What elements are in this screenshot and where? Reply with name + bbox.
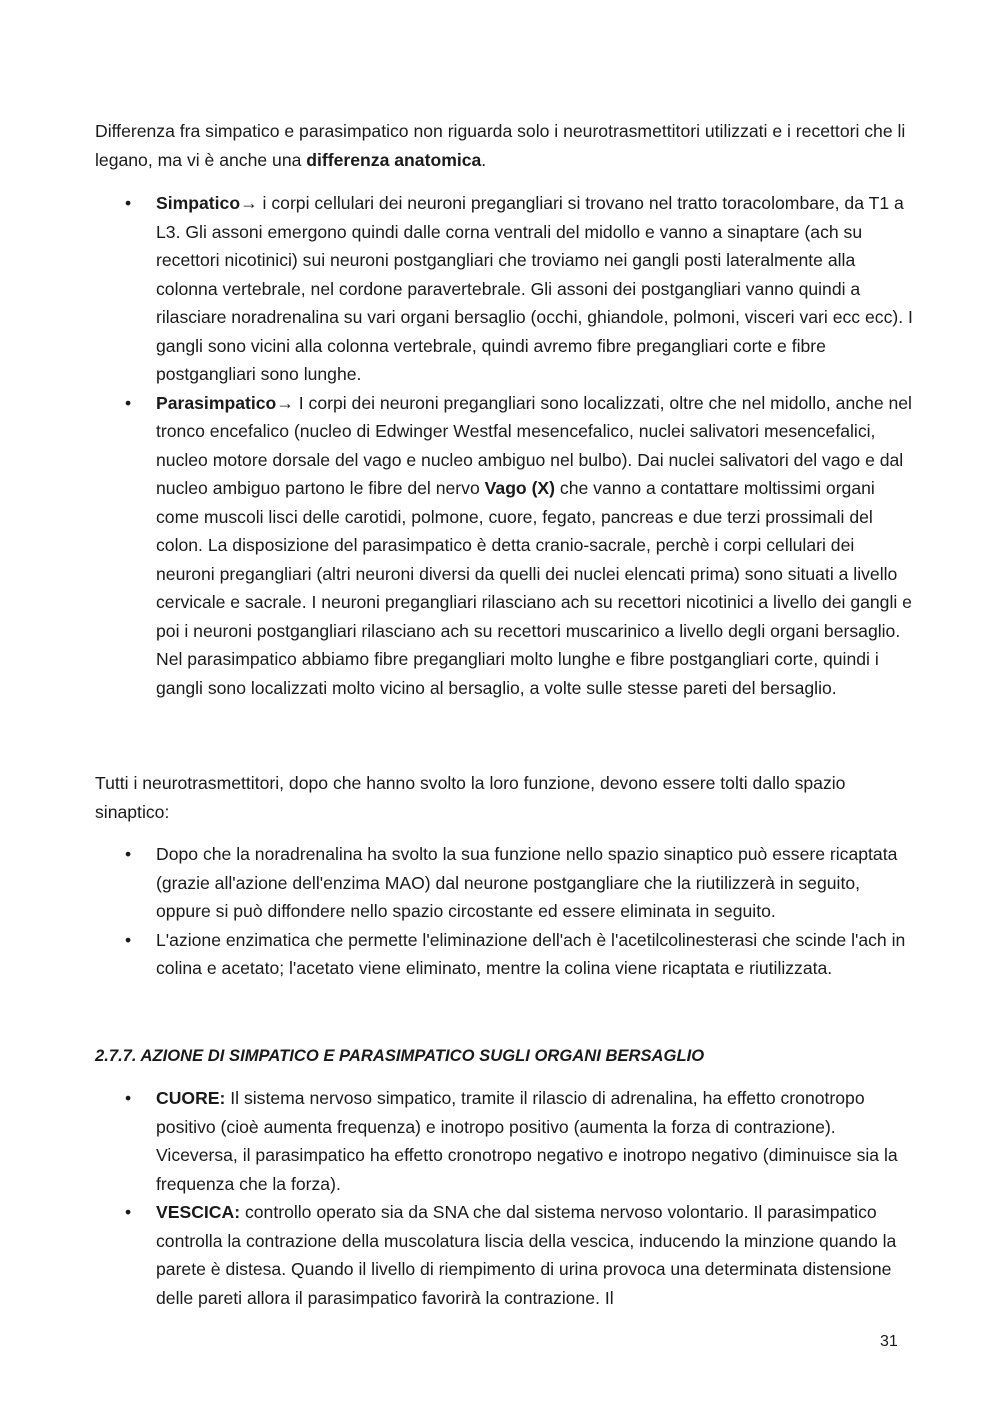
term-simpatico: Simpatico	[156, 193, 241, 213]
term-parasimpatico: Parasimpatico	[156, 392, 277, 413]
bullet-icon: •	[125, 844, 132, 864]
intro-text-end: .	[481, 149, 487, 170]
removal-intro: Tutti i neurotrasmettitori, dopo che hanno svolto la loro funzione, devono essere tolti dallo spazio sinaptico:	[95, 773, 846, 822]
vescica-text: controllo operato sia da SNA che dal sistema nervoso volontario. Il parasimpatico controlla la contrazione della muscolatura liscia della vescica, inducendo la minzione quando la parete è distesa. Quando il livello di riempimento di urina provoca una determinata distensione delle pareti allora il parasimpatico favorirà la contrazione. Il	[156, 1202, 897, 1308]
list-item-noradrenalina	[95, 840, 915, 926]
bullet-icon: •	[125, 193, 132, 213]
intro-bold-term: differenza anatomica	[306, 149, 482, 170]
list-item-vescica	[95, 1198, 915, 1312]
term-cuore: CUORE:	[156, 1088, 226, 1108]
simpatico-text: i corpi cellulari dei neuroni pregangliari si trovano nel tratto toracolombare, da T1 a L3. Gli assoni emergono quindi dalle corna ventrali del midollo e vanno a sinaptare (ach su recettori nicotinici) sui neuroni postgangliari che troviamo nei gangli posti lateralmente alla colonna vertebrale, nel cordone paravertebrale. Gli assoni dei postgangliari vanno quindi a rilasciare noradrenalina su vari organi bersaglio (occhi, ghiandole, polmoni, visceri vari ecc ecc). I gangli sono vicini alla colonna vertebrale, quindi avremo fibre pregangliari corte e fibre postgangliari sono lunghe.	[156, 193, 913, 384]
page-number: 31	[880, 1333, 898, 1350]
section-heading: 2.7.7. AZIONE DI SIMPATICO E PARASIMPATICO SUGLI ORGANI BERSAGLIO	[95, 1046, 705, 1065]
bullet-icon: •	[125, 1088, 132, 1108]
acetilcolinesterasi-text: L'azione enzimatica che permette l'eliminazione dell'ach è l'acetilcolinesterasi che scinde l'ach in colina e acetato; l'acetato viene eliminato, mentre la colina viene ricaptata e riutilizzata.	[156, 929, 906, 978]
vago-term: Vago (X)	[484, 478, 556, 498]
parasimpatico-text-a: I corpi dei neuroni pregangliari sono localizzati, oltre che nel midollo, anche nel tronco encefalico (nucleo di Edwinger Westfal mesencefalico, nuclei salivatori mesencefalici, nucleo motore dorsale del vago e nucleo ambiguo nel bulbo). Dai nuclei salivatori del vago e dal nucleo ambiguo partono le fibre del nervo	[156, 392, 912, 498]
bullet-icon: •	[125, 392, 132, 413]
list-item-acetilcolinesterasi	[95, 926, 915, 983]
arrow-right-icon: →	[240, 193, 258, 213]
cuore-text: Il sistema nervoso simpatico, tramite il rilascio di adrenalina, ha effetto cronotropo positivo (cioè aumenta frequenza) e inotropo positivo (aumenta la forza di contrazione). Viceversa, il parasimpatico ha effetto cronotropo negativo e inotropo negativo (diminuisce sia la frequenza che la forza).	[156, 1088, 898, 1194]
bullet-icon: •	[125, 929, 132, 950]
intro-text: Differenza fra simpatico e parasimpatico non riguarda solo i neurotrasmettitori utilizzati e i recettori che li legano, ma vi è anche una	[95, 121, 906, 170]
arrow-right-icon: →	[276, 392, 294, 413]
bullet-icon: •	[125, 1202, 132, 1222]
removal-list	[95, 840, 915, 983]
intro-paragraph	[95, 117, 915, 174]
list-item-simpatico	[95, 189, 915, 389]
list-item-parasimpatico	[95, 389, 915, 703]
noradrenalina-text: Dopo che la noradrenalina ha svolto la sua funzione nello spazio sinaptico può essere ricaptata (grazie all'azione dell'enzima MAO) dal neurone postgangliare che la riutilizzerà in seguito, oppure si può diffondere nello spazio circostante ed essere eliminata in seguito.	[156, 844, 898, 921]
anatomy-list	[95, 189, 915, 702]
term-vescica: VESCICA:	[156, 1202, 241, 1222]
list-item-cuore	[95, 1084, 915, 1198]
parasimpatico-text-b: che vanno a contattare moltissimi organi come muscoli lisci delle carotidi, polmone, cuore, fegato, pancreas e due terzi prossimali del colon. La disposizione del parasimpatico è detta cranio-sacrale, perchè i corpi cellulari dei neuroni pregangliari (altri neuroni diversi da quelli dei nuclei elencati prima) sono situati a livello cervicale e sacrale. I neuroni pregangliari rilasciano ach su recettori nicotinici a livello dei gangli e poi i neuroni postgangliari rilasciano ach su recettori muscarinico a livello degli organi bersaglio. Nel parasimpatico abbiamo fibre pregangliari molto lunghe e fibre postgangliari corte, quindi i gangli sono localizzati molto vicino al bersaglio, a volte sulle stesse pareti del bersaglio.	[156, 478, 912, 698]
organs-list	[95, 1084, 915, 1312]
